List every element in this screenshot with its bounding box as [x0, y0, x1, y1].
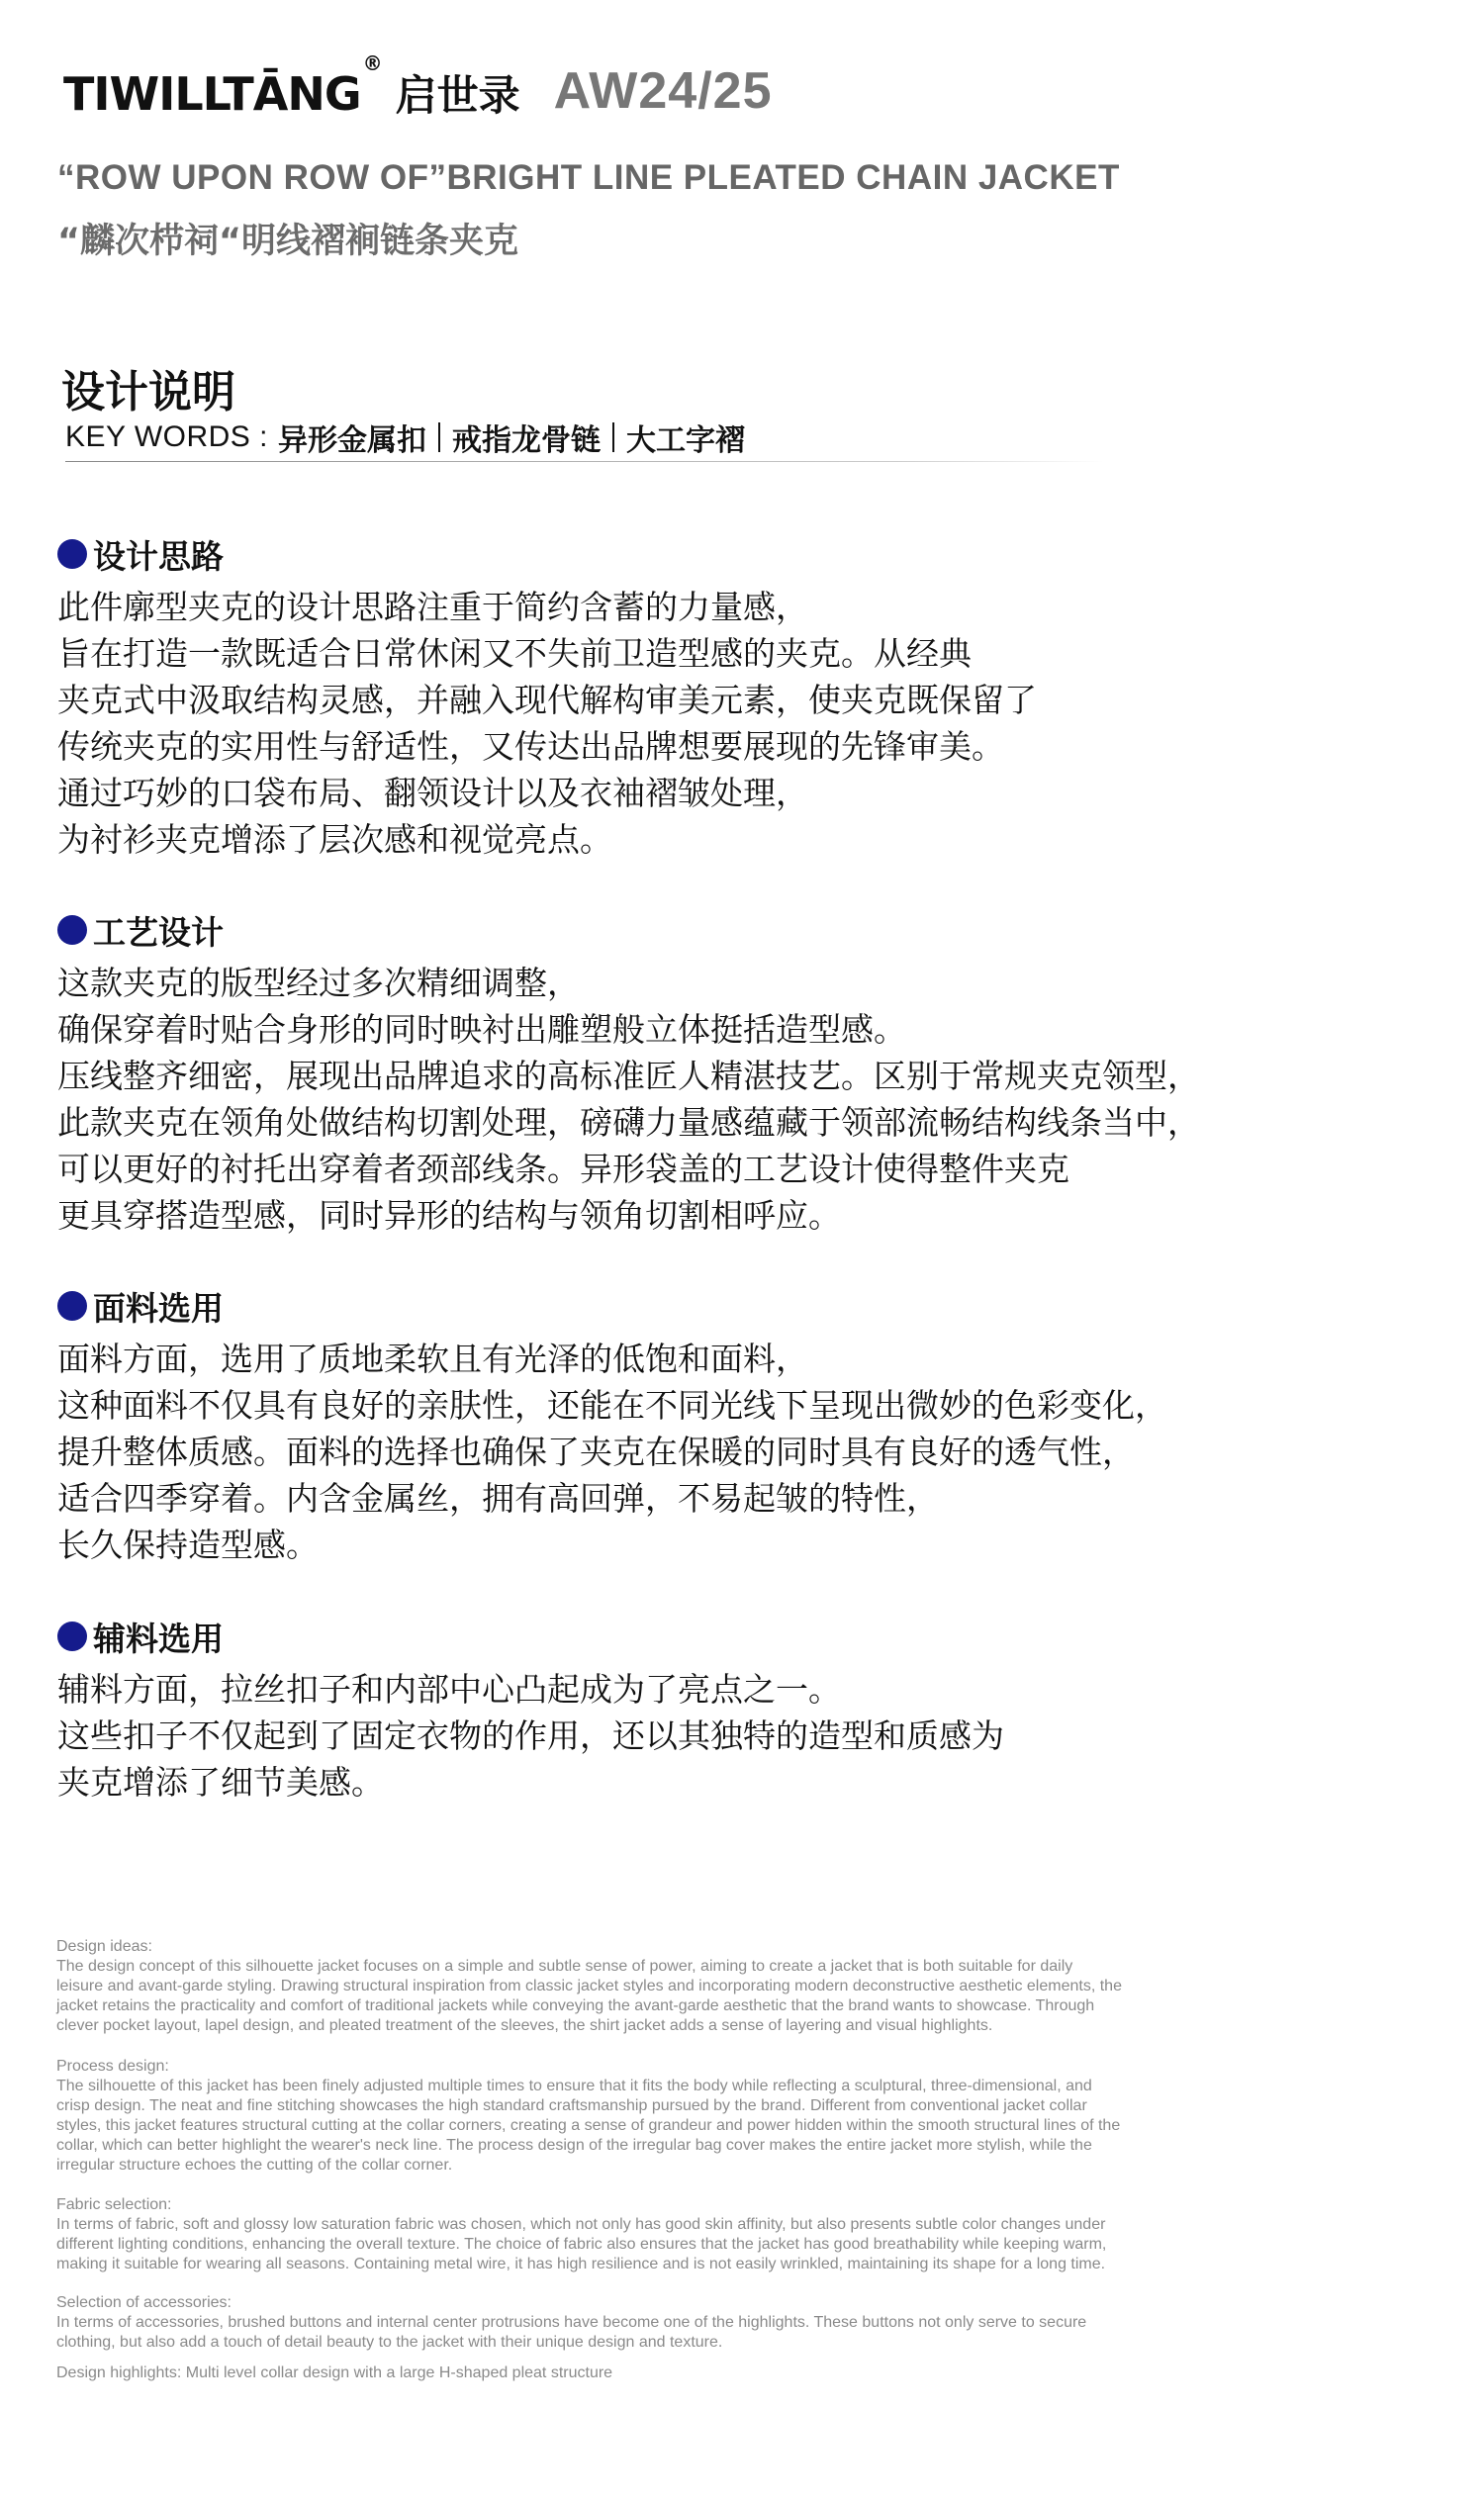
keyword-divider	[438, 422, 440, 452]
keyword-item: 戒指龙骨链	[451, 423, 601, 458]
text-line: 这些扣子不仅起到了固定衣物的作用，还以其独特的造型和质感为	[57, 1716, 1004, 1755]
english-line: irregular structure echoes the cutting of the collar corner.	[56, 2157, 453, 2174]
section-title: 辅料选用	[93, 1619, 224, 1658]
english-line: styles, this jacket features structural cutting at the collar corners, creating a sense of grandeur and power hidden within the smooth structural lines of the	[56, 2117, 1121, 2134]
brand-name: TIWILLTĀNG	[63, 67, 361, 121]
bullet-dot	[57, 1291, 87, 1321]
product-title-en: “ROW UPON ROW OF”BRIGHT LINE PLEATED CHAIN JACKET	[57, 158, 1120, 197]
text-line: 面料方面，选用了质地柔软且有光泽的低饱和面料，	[57, 1340, 808, 1378]
keyword-divider	[612, 422, 614, 452]
brand-header	[63, 51, 773, 121]
text-line: 为衬衫夹克增添了层次感和视觉亮点。	[57, 820, 612, 859]
text-line: 更具穿搭造型感，同时异形的结构与领角切割相呼应。	[57, 1196, 841, 1235]
english-design-ideas	[56, 1937, 1343, 2036]
text-line: 长久保持造型感。	[57, 1526, 319, 1564]
text-line: 辅料方面，拉丝扣子和内部中心凸起成为了亮点之一。	[57, 1670, 841, 1709]
english-line: jacket retains the practicality and comfort of traditional jackets while conveying the avant-garde aesthetic that the brand wants to showcase. Through	[56, 1997, 1095, 2014]
english-line: collar, which can better highlight the wearer's neck line. The process design of the irregular bag cover makes the entire jacket more stylish, while the	[56, 2137, 1092, 2154]
english-line: The silhouette of this jacket has been finely adjusted multiple times to ensure that it fits the body while reflecting a sculptural, three-dimensional, and	[56, 2078, 1092, 2094]
keywords-label: KEY WORDS :	[65, 420, 268, 453]
bullet-dot	[57, 539, 87, 569]
text-line: 旨在打造一款既适合日常休闲又不失前卫造型感的夹克。从经典	[57, 634, 972, 673]
english-line: leisure and avant-garde styling. Drawing structural inspiration from classic jacket styles and incorporating modern deconstructive aesthetic elements, the	[56, 1978, 1122, 1994]
section-title: 面料选用	[93, 1288, 224, 1328]
text-line: 适合四季穿着。内含金属丝，拥有高回弹，不易起皱的特性，	[57, 1479, 939, 1518]
product-title-cn: “麟次栉祠“明线褶裥链条夹克	[57, 222, 519, 261]
english-line: In terms of accessories, brushed buttons and internal center protrusions have become one of the highlights. These buttons not only serve to secure	[56, 2314, 1087, 2331]
section-body	[57, 584, 1037, 863]
brand-name-cn: 启世录	[395, 71, 520, 120]
english-line: crisp design. The neat and fine stitching showcases the high standard craftsmanship pursued by the brand. Different from conventional jacket collar	[56, 2097, 1087, 2114]
english-heading: Process design:	[56, 2058, 169, 2075]
english-fabric-selection	[56, 2195, 1343, 2274]
section-design-ideas	[57, 532, 1037, 863]
english-heading: Fabric selection:	[56, 2196, 172, 2213]
bullet-dot	[57, 915, 87, 945]
design-highlights: Design highlights: Multi level collar design with a large H-shaped pleat structure	[56, 2364, 613, 2381]
english-line: clever pocket layout, lapel design, and pleated treatment of the sleeves, the shirt jacket adds a sense of layering and visual highlights.	[56, 2017, 993, 2034]
text-line: 压线整齐细密，展现出品牌追求的高标准匠人精湛技艺。区别于常规夹克领型，	[57, 1057, 1200, 1095]
season-label: AW24/25	[553, 62, 773, 120]
english-line: different lighting conditions, enhancing the overall texture. The choice of fabric also ensures that the jacket has good breathability while keeping warm,	[56, 2236, 1107, 2253]
text-line: 提升整体质感。面料的选择也确保了夹克在保暖的同时具有良好的透气性，	[57, 1433, 1135, 1471]
text-line: 可以更好的衬托出穿着者颈部线条。异形袋盖的工艺设计使得整件夹克	[57, 1150, 1069, 1188]
text-line: 夹克增添了细节美感。	[57, 1763, 384, 1802]
english-line: clothing, but also add a touch of detail beauty to the jacket with their unique design and texture.	[56, 2334, 723, 2351]
english-heading: Design ideas:	[56, 1938, 152, 1955]
english-accessories	[56, 2293, 1343, 2353]
keyword-item: 异形金属扣	[277, 423, 426, 458]
keyword-item: 大工字褶	[625, 423, 745, 458]
text-line: 这款夹克的版型经过多次精细调整，	[57, 964, 580, 1002]
section-fabric-selection	[57, 1284, 1167, 1568]
section-title: 工艺设计	[93, 912, 224, 952]
section-title: 设计思路	[93, 536, 224, 576]
section-accessories	[57, 1615, 1004, 1806]
text-line: 传统夹克的实用性与舒适性，又传达出品牌想要展现的先锋审美。	[57, 727, 1004, 766]
brand-logo	[63, 51, 382, 121]
section-process-design	[57, 908, 1200, 1239]
keywords-row	[65, 416, 745, 459]
english-line: The design concept of this silhouette jacket focuses on a simple and subtle sense of power, aiming to create a jacket that is both suitable for daily	[56, 1958, 1073, 1975]
text-line: 夹克式中汲取结构灵感，并融入现代解构审美元素，使夹克既保留了	[57, 681, 1037, 719]
text-line: 通过巧妙的口袋布局、翻领设计以及衣袖褶皱处理，	[57, 774, 808, 812]
section-body	[57, 960, 1200, 1239]
registered-mark: ®	[362, 51, 382, 75]
english-line: In terms of fabric, soft and glossy low saturation fabric was chosen, which not only has good skin affinity, but also presents subtle color changes under	[56, 2216, 1106, 2233]
english-line: making it suitable for wearing all seasons. Containing metal wire, it has high resilience and is not easily wrinkled, maintaining its shape for a long time.	[56, 2256, 1106, 2272]
english-heading: Selection of accessories:	[56, 2294, 232, 2311]
text-line: 此件廓型夹克的设计思路注重于简约含蓄的力量感，	[57, 588, 808, 626]
design-heading: 设计说明	[61, 367, 235, 417]
english-process-design	[56, 2057, 1343, 2176]
text-line: 确保穿着时贴合身形的同时映衬出雕塑般立体挺括造型感。	[57, 1010, 906, 1049]
keywords-underline	[65, 461, 1104, 462]
section-body	[57, 1666, 1004, 1806]
bullet-dot	[57, 1622, 87, 1651]
text-line: 此款夹克在领角处做结构切割处理，磅礴力量感蕴藏于领部流畅结构线条当中，	[57, 1103, 1200, 1142]
section-body	[57, 1336, 1167, 1568]
text-line: 这种面料不仅具有良好的亲肤性，还能在不同光线下呈现出微妙的色彩变化，	[57, 1386, 1167, 1425]
